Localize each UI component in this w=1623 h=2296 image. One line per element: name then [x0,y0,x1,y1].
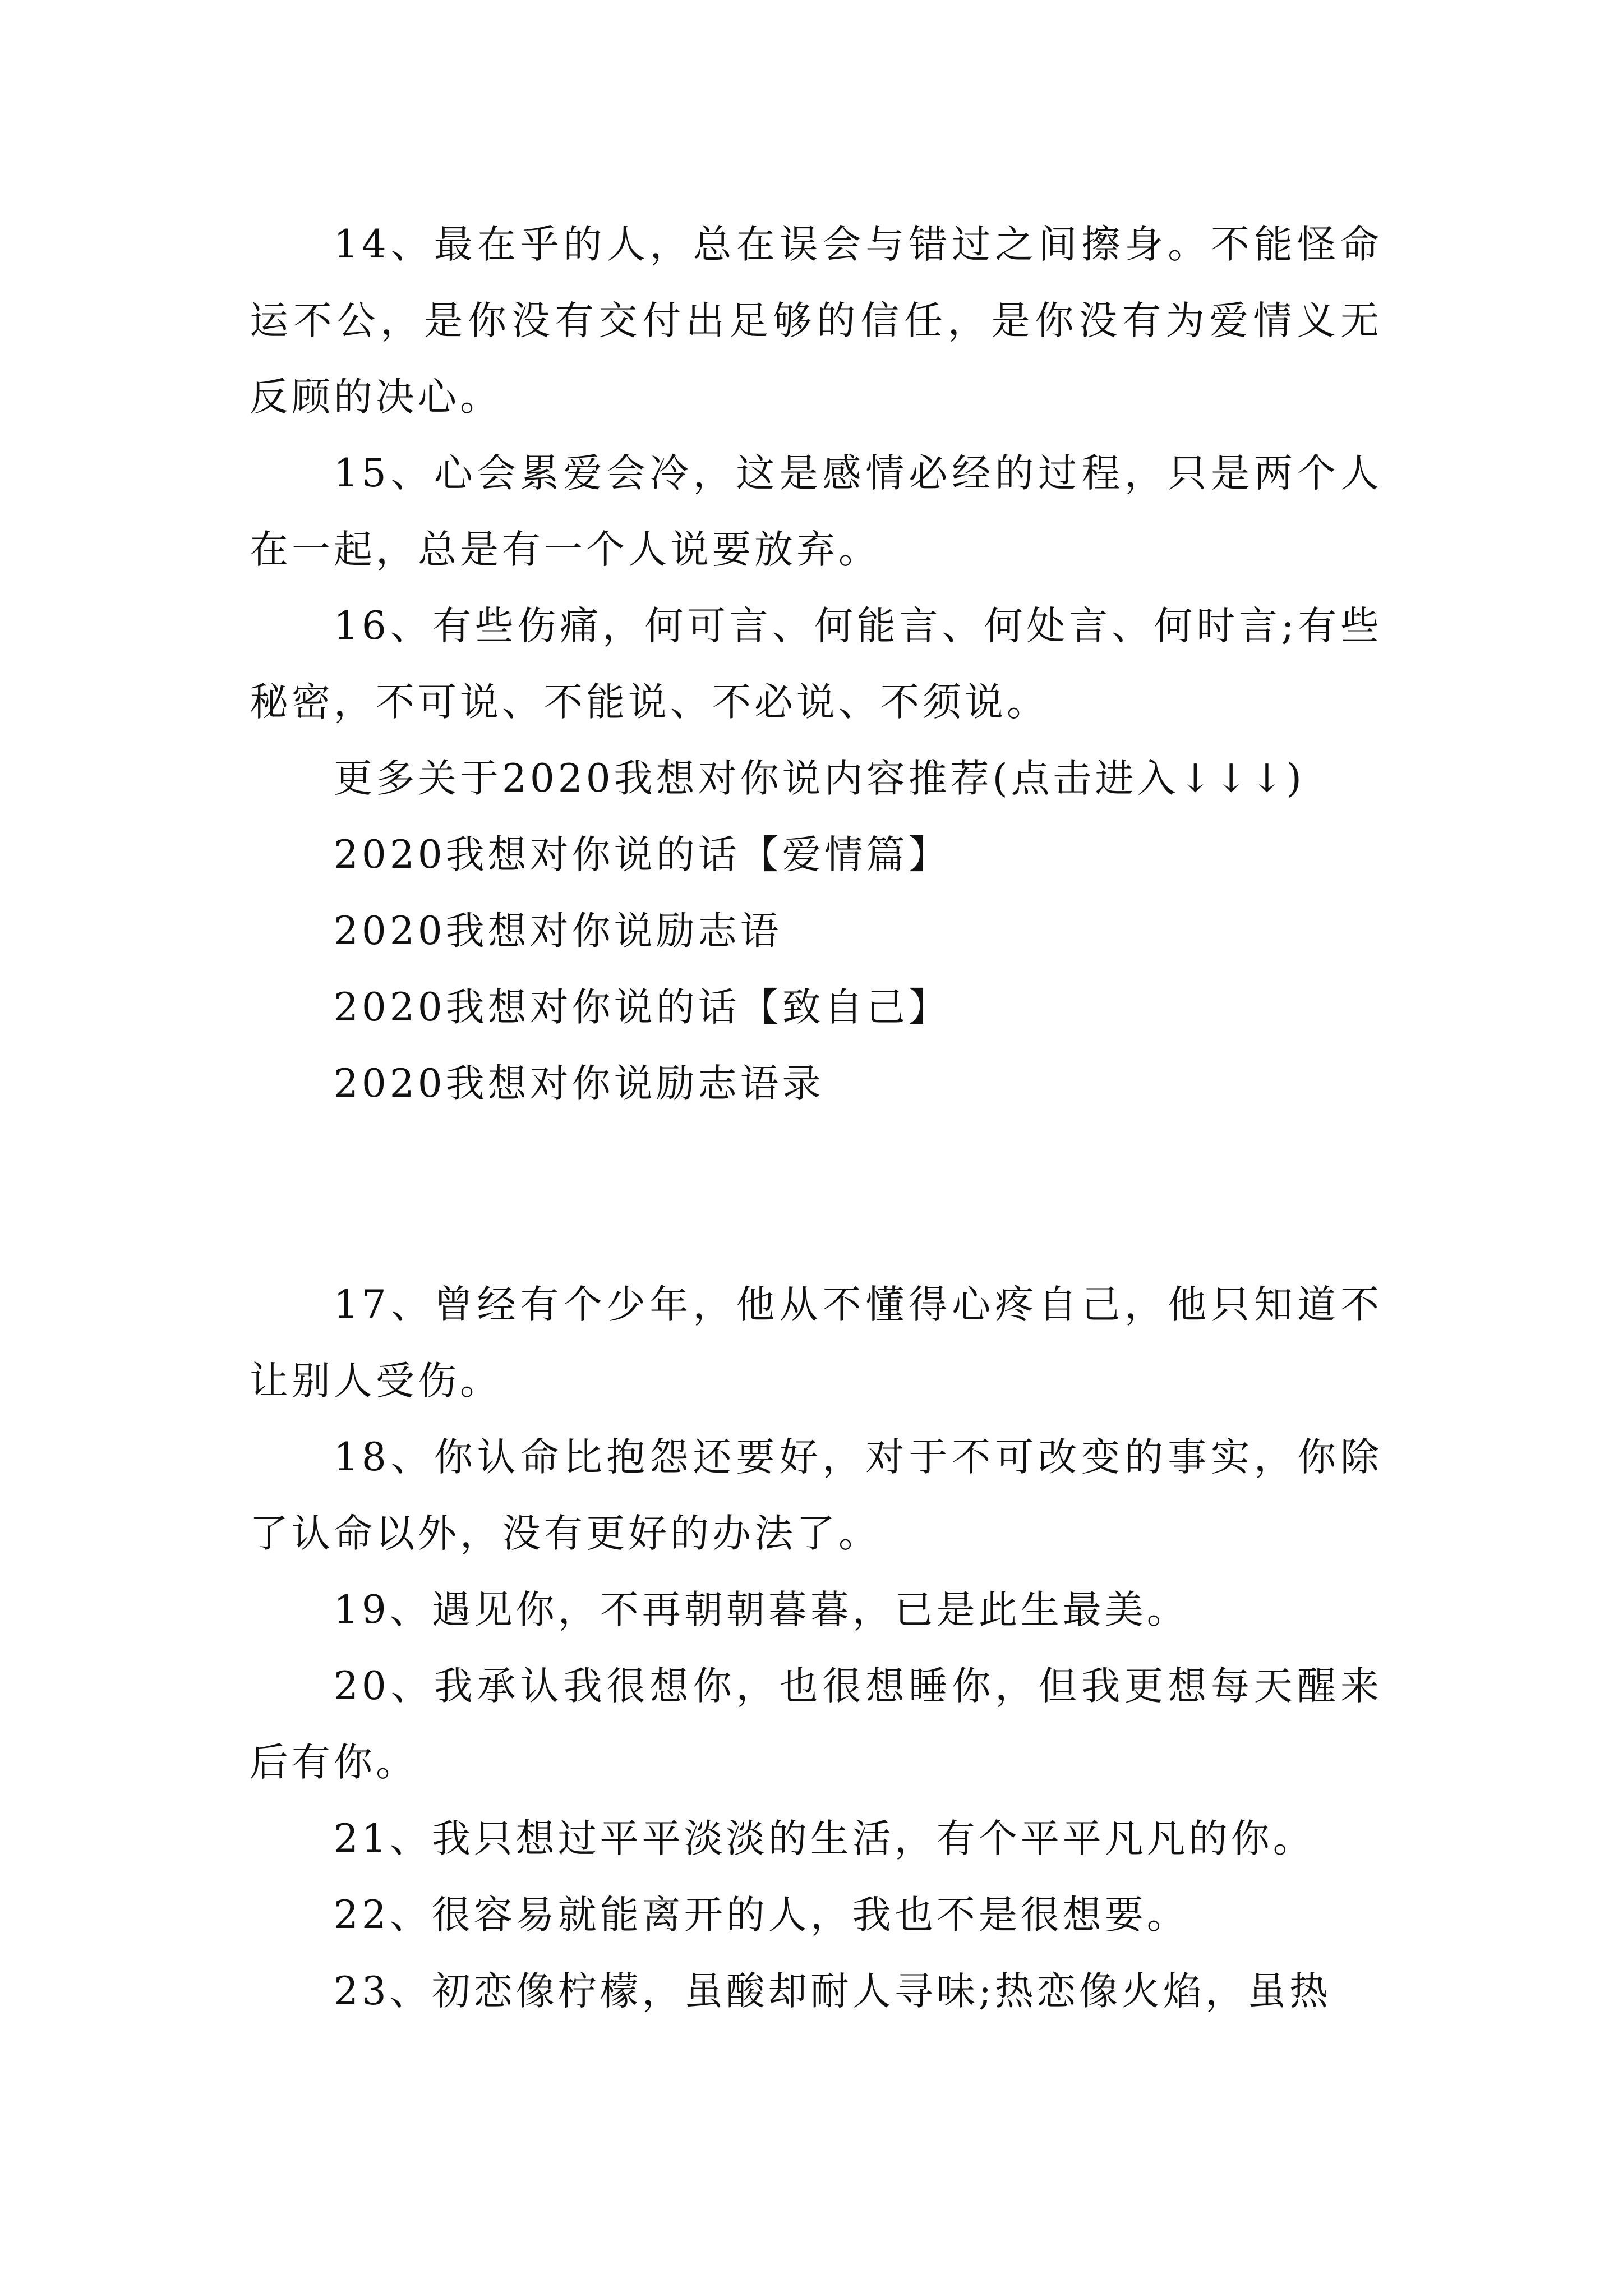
recommendation-link-inspirational[interactable]: 2020我想对你说励志语 [334,909,782,954]
paragraph-23: 23、初恋像柠檬，虽酸却耐人寻味;热恋像火焰，虽热 [334,1969,1332,2014]
paragraph-18: 18、你认命比抱怨还要好，对于不可改变的事实，你除了认命以外，没有更好的办法了。 [250,1435,1382,1556]
paragraph-22: 22、很容易就能离开的人，我也不是很想要。 [334,1893,1189,1938]
paragraph-14: 14、最在乎的人，总在误会与错过之间擦身。不能怪命运不公，是你没有交付出足够的信任，是你没有为爱情义无反顾的决心。 [250,222,1382,420]
recommendation-link-quotes[interactable]: 2020我想对你说励志语录 [334,1061,824,1106]
text-section-top [250,206,1382,1122]
recommendation-link-to-self[interactable]: 2020我想对你说的话【致自己】 [334,985,951,1030]
more-recommendations-heading: 更多关于2020我想对你说内容推荐(点击进入↓↓↓) [334,756,1305,801]
paragraph-15: 15、心会累爱会冷，这是感情必经的过程，只是两个人在一起，总是有一个人说要放弃。 [250,451,1382,572]
paragraph-17: 17、曾经有个少年，他从不懂得心疼自己，他只知道不让别人受伤。 [250,1282,1382,1404]
paragraph-16: 16、有些伤痛，何可言、何能言、何处言、何时言;有些秘密，不可说、不能说、不必说、不须说。 [250,604,1382,725]
paragraph-20: 20、我承认我很想你，也很想睡你，但我更想每天醒来后有你。 [250,1664,1382,1785]
recommendation-link-love[interactable]: 2020我想对你说的话【爱情篇】 [334,832,951,877]
paragraph-21: 21、我只想过平平淡淡的生活，有个平平凡凡的你。 [334,1816,1315,1861]
paragraph-19: 19、遇见你，不再朝朝暮暮，已是此生最美。 [334,1588,1189,1632]
text-section-bottom [250,1267,1382,2030]
